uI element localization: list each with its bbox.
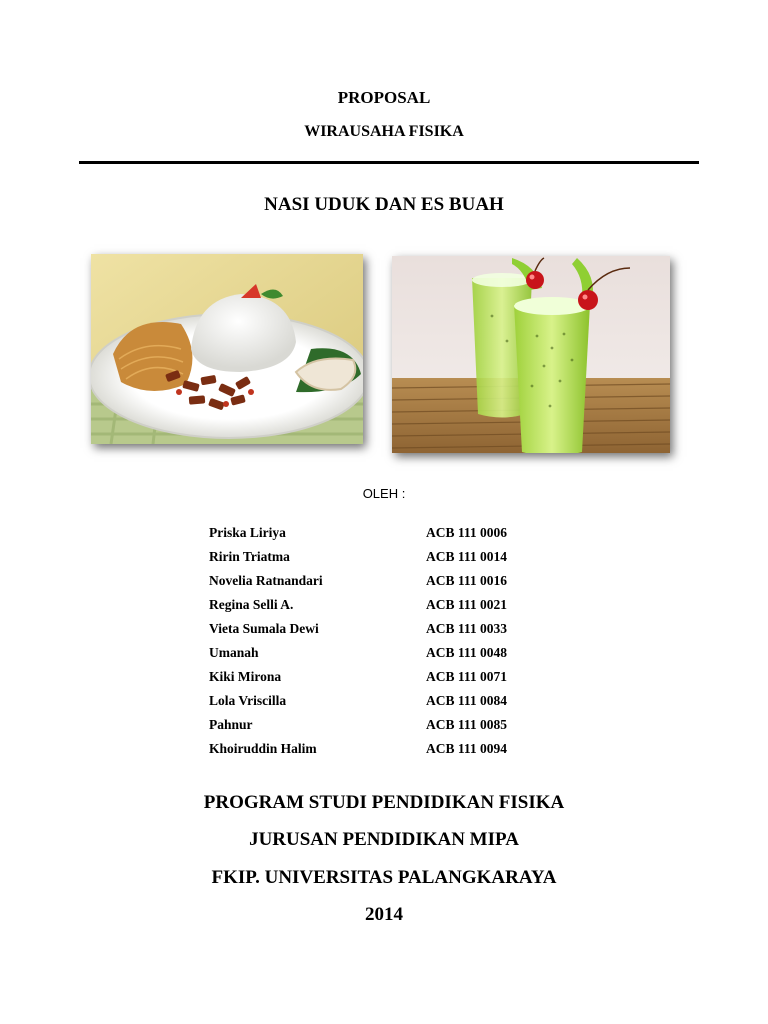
member-name: Priska Liriya bbox=[209, 525, 286, 540]
member-name: Lola Vriscilla bbox=[209, 693, 287, 708]
subject-heading: WIRAUSAHA FISIKA bbox=[304, 123, 464, 140]
member-row bbox=[0, 573, 768, 593]
member-nim: ACB 111 0033 bbox=[426, 621, 508, 636]
member-name: Novelia Ratnandari bbox=[209, 573, 323, 588]
member-row bbox=[0, 717, 768, 737]
member-nim: ACB 111 0048 bbox=[426, 645, 508, 660]
member-name: Regina Selli A. bbox=[209, 597, 294, 612]
faculty-university: FKIP. UNIVERSITAS PALANGKARAYA bbox=[211, 867, 557, 888]
member-row bbox=[0, 645, 768, 665]
department-name: JURUSAN PENDIDIKAN MIPA bbox=[249, 829, 519, 850]
member-row bbox=[0, 621, 768, 641]
year: 2014 bbox=[365, 904, 403, 925]
es-buah-photo bbox=[392, 256, 670, 453]
member-nim: ACB 111 0014 bbox=[426, 549, 508, 564]
oleh-label: OLEH : bbox=[362, 486, 406, 501]
member-row bbox=[0, 549, 768, 569]
member-row bbox=[0, 693, 768, 713]
member-nim: ACB 111 0071 bbox=[426, 669, 508, 684]
document-type-heading: PROPOSAL bbox=[337, 88, 431, 107]
header-divider bbox=[79, 161, 699, 164]
member-nim: ACB 111 0016 bbox=[426, 573, 508, 588]
member-nim: ACB 111 0085 bbox=[426, 717, 508, 732]
program-name: PROGRAM STUDI PENDIDIKAN FISIKA bbox=[203, 792, 565, 813]
member-name: Ririn Triatma bbox=[209, 549, 290, 564]
member-name: Umanah bbox=[209, 645, 259, 660]
member-row bbox=[0, 669, 768, 689]
member-row bbox=[0, 525, 768, 545]
nasi-uduk-photo bbox=[91, 254, 363, 444]
member-nim: ACB 111 0094 bbox=[426, 741, 508, 756]
member-row bbox=[0, 741, 768, 761]
member-nim: ACB 111 0084 bbox=[426, 693, 508, 708]
proposal-title: NASI UDUK DAN ES BUAH bbox=[264, 194, 504, 215]
member-name: Kiki Mirona bbox=[209, 669, 282, 684]
member-name: Pahnur bbox=[209, 717, 253, 732]
member-row bbox=[0, 597, 768, 617]
member-nim: ACB 111 0021 bbox=[426, 597, 508, 612]
member-nim: ACB 111 0006 bbox=[426, 525, 508, 540]
member-name: Vieta Sumala Dewi bbox=[209, 621, 319, 636]
member-name: Khoiruddin Halim bbox=[209, 741, 317, 756]
